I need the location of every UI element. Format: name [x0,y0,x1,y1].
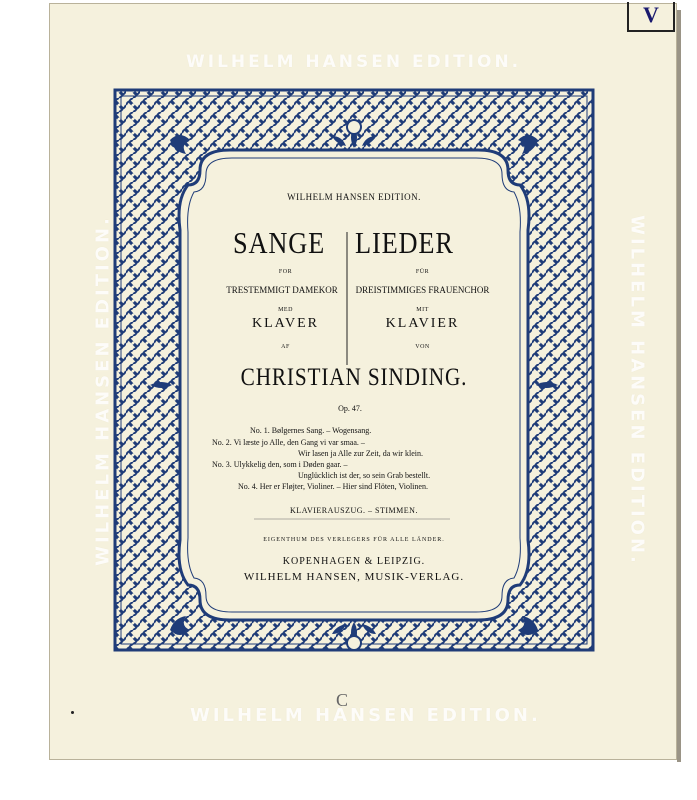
by-german: VON [415,344,430,350]
parts-line: KLAVIERAUSZUG. – STIMMEN. [290,506,418,515]
with-german: MIT [416,307,429,313]
with-danish: MED [278,307,293,313]
paper-speck [71,711,74,714]
by-danish: AF [281,344,290,350]
song-2-danish: No. 2. Vi læste jo Alle, den Gang vi var smaa. – [212,438,365,447]
song-2-german: Wir lasen ja Alle zur Zeit, da wir klein. [298,449,423,458]
song-4: No. 4. Her er Fløjter, Violiner. – Hier sind Flöten, Violinen. [238,482,428,491]
composer-name: CHRISTIAN SINDING. [240,364,468,391]
property-line: EIGENTHUM DES VERLEGERS FÜR ALLE LÄNDER. [263,537,445,543]
edition-label: WILHELM HANSEN EDITION. [287,192,421,202]
handwritten-mark: C [336,690,349,710]
song-1: No. 1. Bølgernes Sang. – Wogensang. [250,426,372,435]
title-danish: SANGE [233,225,326,260]
corner-mark: V [627,2,675,32]
opus-number: Op. 47. [338,404,362,413]
watermark-left: WILHELM HANSEN EDITION. [92,215,114,566]
choir-german: DREISTIMMIGES FRAUENCHOR [355,285,490,295]
song-3-danish: No. 3. Ulykkelig den, som i Døden gaar. – [212,460,348,469]
instrument-danish: KLAVER [252,316,319,331]
instrument-german: KLAVIER [385,316,460,331]
title-german: LIEDER [355,225,454,260]
watermark-top: WILHELM HANSEN EDITION. [186,52,522,72]
publisher-line: WILHELM HANSEN, MUSIK-VERLAG. [243,571,465,583]
for-danish: FOR [278,269,293,275]
watermark-right: WILHELM HANSEN EDITION. [626,215,648,566]
song-3-german: Unglücklich ist der, so sein Grab bestellt. [298,471,431,480]
city-line: KOPENHAGEN & LEIPZIG. [282,556,426,567]
choir-danish: TRESTEMMIGT DAMEKOR [226,285,338,295]
for-german: FÜR [415,269,430,275]
watermark-bottom: WILHELM HANSEN EDITION. [190,705,541,726]
